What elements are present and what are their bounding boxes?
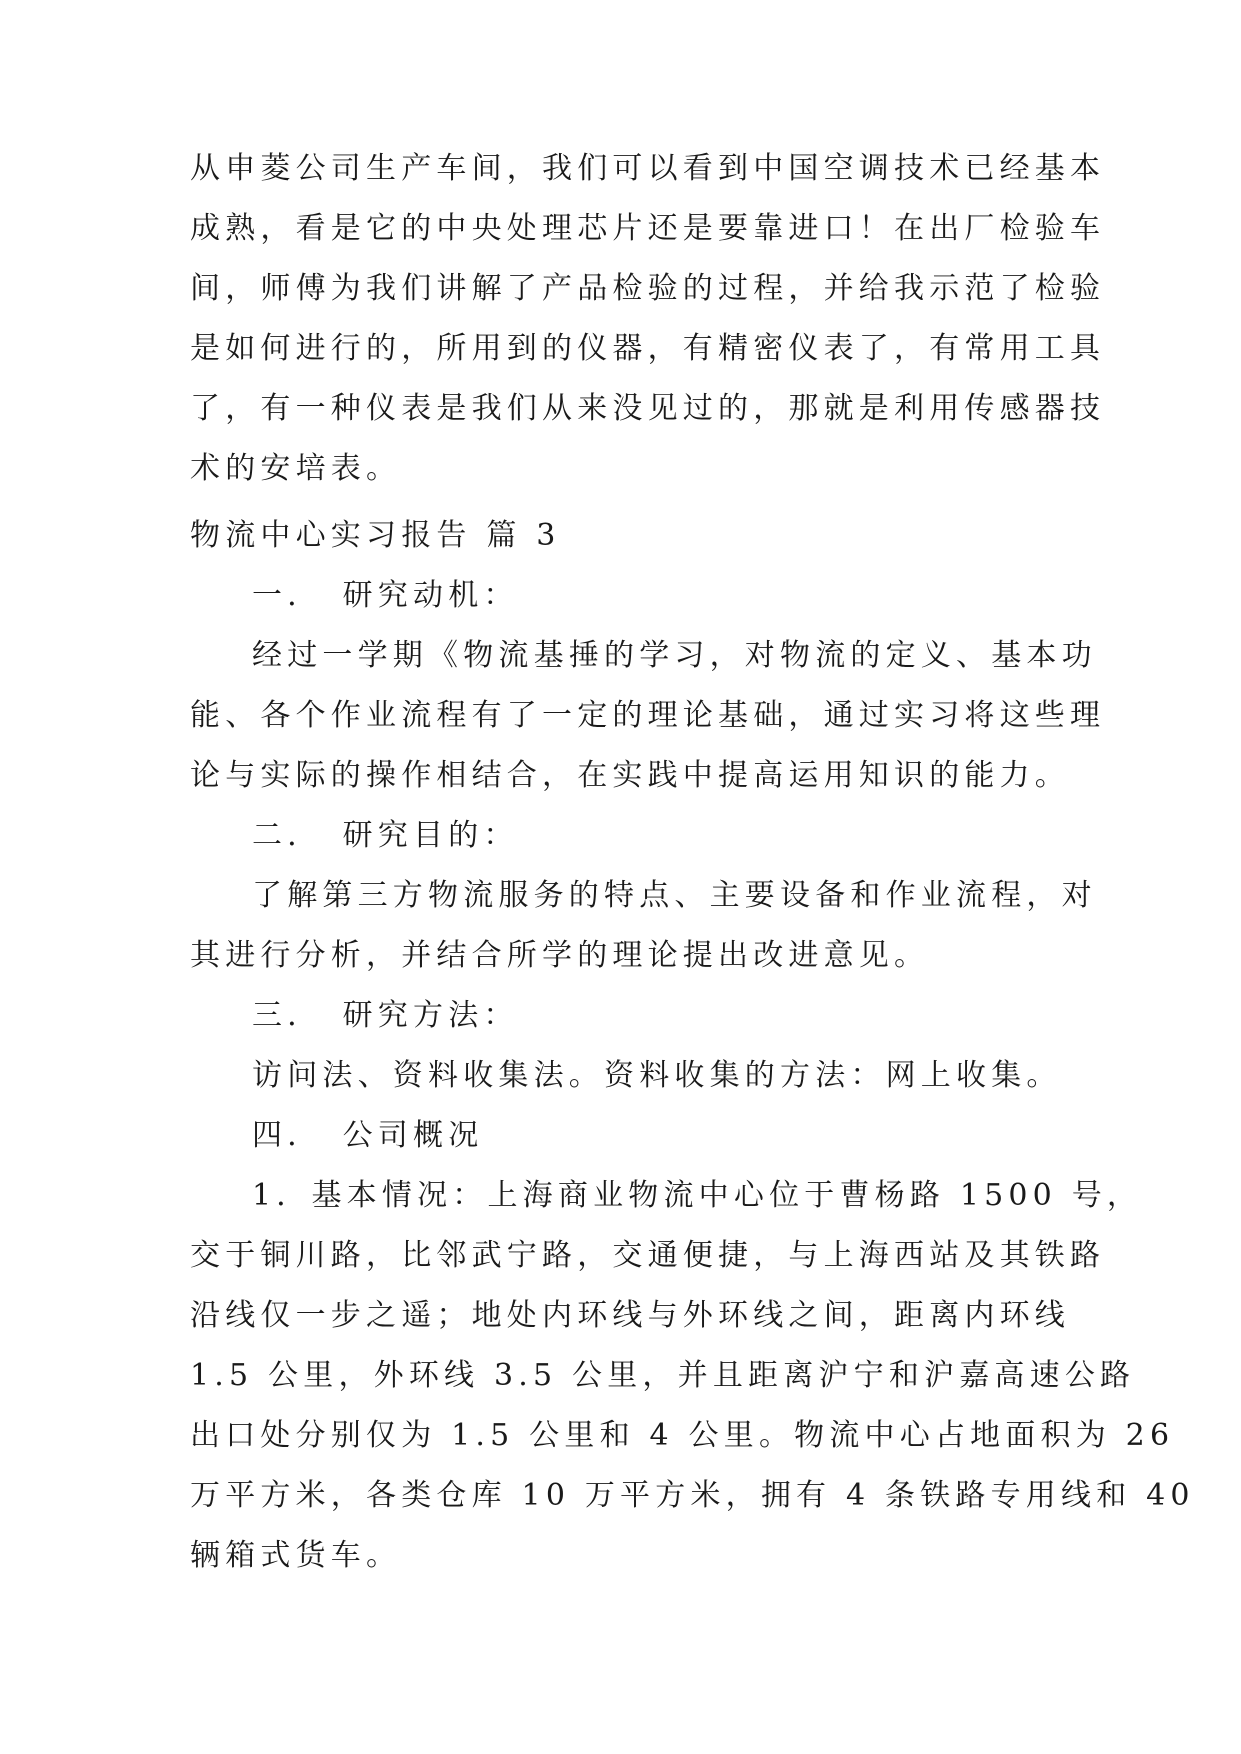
text-line: 成熟，看是它的中央处理芯片还是要靠进口！在出厂检验车 bbox=[190, 211, 1106, 246]
text-line: 论与实际的操作相结合，在实践中提高运用知识的能力。 bbox=[190, 758, 1070, 793]
text-line: 1.5 公里，外环线 3.5 公里，并且距离沪宁和沪嘉高速公路 bbox=[190, 1358, 1136, 1393]
text-line: 术的安培表。 bbox=[190, 451, 402, 486]
text-line: 间，师傅为我们讲解了产品检验的过程，并给我示范了检验 bbox=[190, 271, 1106, 306]
text-line: 辆箱式货车。 bbox=[190, 1538, 402, 1573]
text-line: 出口处分别仅为 1.5 公里和 4 公里。物流中心占地面积为 26 bbox=[190, 1418, 1175, 1453]
text-line: 了解第三方物流服务的特点、主要设备和作业流程，对 bbox=[252, 878, 1097, 913]
section-title: 物流中心实习报告 篇 3 bbox=[190, 518, 561, 553]
text-line: 1．基本情况：上海商业物流中心位于曹杨路 1500 号， bbox=[252, 1178, 1143, 1213]
text-line: 沿线仅一步之遥；地处内环线与外环线之间，距离内环线 bbox=[190, 1298, 1070, 1333]
text-line: 从申菱公司生产车间，我们可以看到中国空调技术已经基本 bbox=[190, 151, 1106, 186]
text-line: 访问法、资料收集法。资料收集的方法：网上收集。 bbox=[252, 1058, 1062, 1093]
text-line: 经过一学期《物流基捶的学习，对物流的定义、基本功 bbox=[252, 638, 1097, 673]
text-line: 能、各个作业流程有了一定的理论基础，通过实习将这些理 bbox=[190, 698, 1106, 733]
section-heading: 二． 研究目的： bbox=[252, 818, 519, 853]
text-line: 是如何进行的，所用到的仪器，有精密仪表了，有常用工具 bbox=[190, 331, 1106, 366]
text-line: 了，有一种仪表是我们从来没见过的，那就是利用传感器技 bbox=[190, 391, 1106, 426]
text-line: 万平方米，各类仓库 10 万平方米，拥有 4 条铁路专用线和 40 bbox=[190, 1478, 1195, 1513]
section-heading: 四． 公司概况 bbox=[252, 1118, 484, 1153]
section-heading: 三． 研究方法： bbox=[252, 998, 519, 1033]
text-line: 其进行分析，并结合所学的理论提出改进意见。 bbox=[190, 938, 930, 973]
section-heading: 一． 研究动机： bbox=[252, 578, 519, 613]
text-line: 交于铜川路，比邻武宁路，交通便捷，与上海西站及其铁路 bbox=[190, 1238, 1106, 1273]
